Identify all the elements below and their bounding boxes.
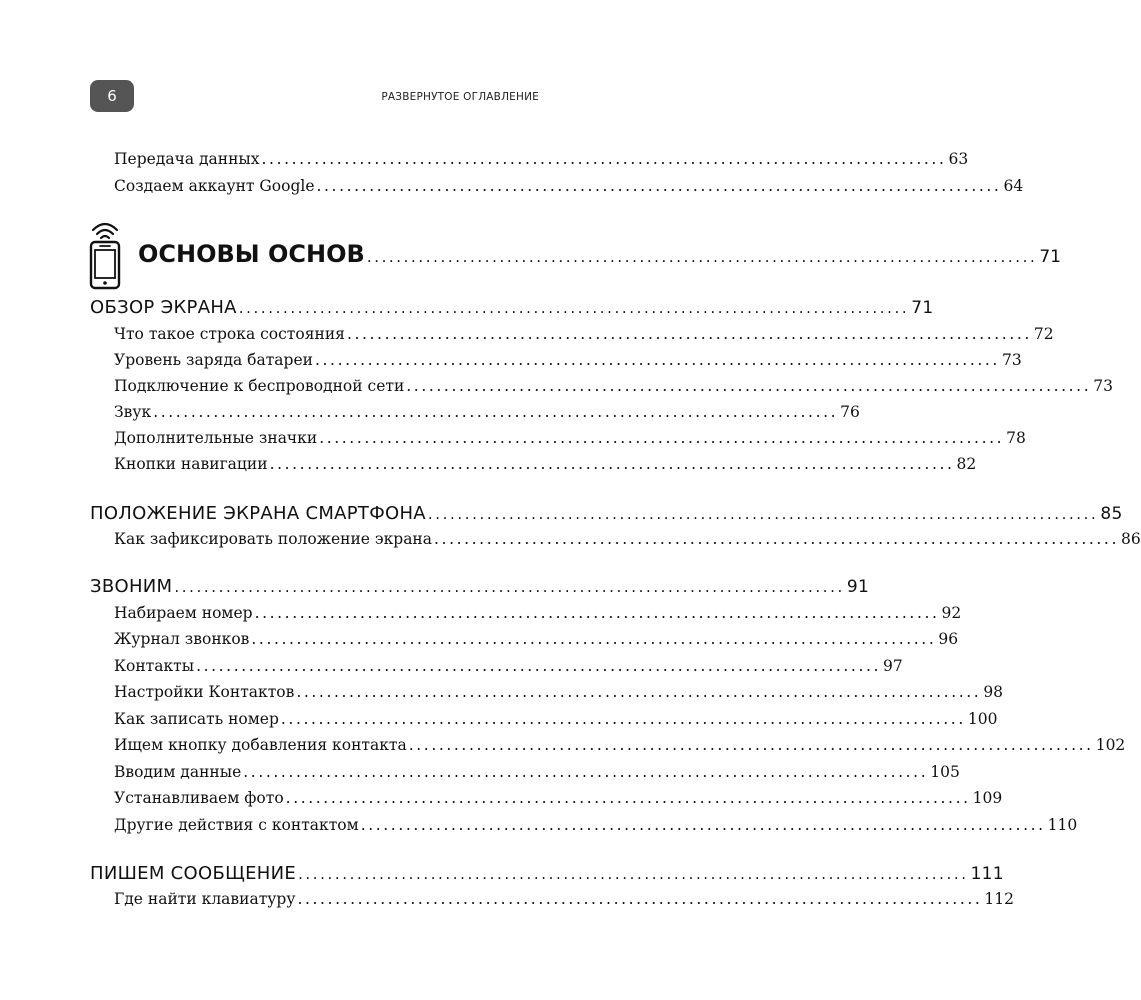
toc-entry <box>114 177 1024 195</box>
toc-entry <box>114 429 1026 447</box>
page-number: 6 <box>107 87 117 105</box>
entry-label: Уровень заряда батареи <box>114 351 313 369</box>
leader-dots: ........................................................................................... <box>406 377 1092 395</box>
toc-entry <box>114 351 1022 369</box>
entry-label: Кнопки навигации <box>114 455 268 473</box>
section-heading <box>90 503 1123 524</box>
toc-entry <box>114 890 1015 908</box>
entry-page: 72 <box>1033 325 1054 343</box>
leader-dots: ........................................................................................... <box>298 865 969 883</box>
entry-label: Другие действия с контактом <box>114 816 359 834</box>
toc-entry <box>114 683 1004 701</box>
entry-label: Настройки Контактов <box>114 683 295 701</box>
entry-label: Дополнительные значки <box>114 429 318 447</box>
section-title: ЗВОНИМ <box>90 576 173 597</box>
leader-dots: ........................................................................................... <box>243 763 929 781</box>
entry-label: Подключение к беспроводной сети <box>114 377 405 395</box>
entry-label: Ищем кнопку добавления контакта <box>114 736 407 754</box>
entry-page: 73 <box>1093 377 1113 395</box>
entry-page: 110 <box>1047 816 1078 834</box>
toc-entry <box>114 403 860 421</box>
entry-page: 100 <box>967 710 998 728</box>
toc-entry <box>114 710 998 728</box>
leader-dots: ........................................................................................... <box>174 578 845 596</box>
toc-entry <box>114 530 1141 548</box>
toc-entry <box>114 150 969 168</box>
entry-page: 112 <box>984 890 1015 908</box>
chapter-page: 71 <box>1039 247 1061 267</box>
toc-entry <box>114 630 959 648</box>
entry-page: 109 <box>972 789 1003 807</box>
chapter-title: ОСНОВЫ ОСНОВ <box>138 240 365 268</box>
toc-entry <box>114 377 1113 395</box>
section-page: 111 <box>970 864 1004 884</box>
entry-label: Где найти клавиатуру <box>114 890 296 908</box>
leader-dots: ........................................................................................... <box>319 429 1005 447</box>
entry-label: Создаем аккаунт Google <box>114 177 315 195</box>
entry-label: Звук <box>114 403 152 421</box>
leader-dots: ........................................................................................... <box>153 403 839 421</box>
entry-page: 97 <box>883 657 903 675</box>
entry-label: Что такое строка состояния <box>114 325 345 343</box>
running-title: РАЗВЕРНУТОЕ ОГЛАВЛЕНИЕ <box>381 91 539 103</box>
table-of-contents <box>90 0 1141 1000</box>
toc-entry <box>114 736 1126 754</box>
leader-dots: ........................................................................................... <box>296 683 982 701</box>
section-title: ПИШЕМ СООБЩЕНИЕ <box>90 863 297 884</box>
toc-entry <box>114 763 960 781</box>
toc-entry <box>114 789 1003 807</box>
section-heading <box>90 297 934 318</box>
leader-dots: ........................................................................................... <box>196 657 882 675</box>
leader-dots: ........................................................................................... <box>280 710 966 728</box>
toc-entry <box>114 325 1054 343</box>
entry-page: 73 <box>1001 351 1022 369</box>
toc-entry <box>114 816 1078 834</box>
section-page: 85 <box>1100 504 1123 524</box>
entry-page: 92 <box>941 604 962 622</box>
section-page: 91 <box>846 577 870 597</box>
entry-page: 96 <box>938 630 959 648</box>
entry-label: Набираем номер <box>114 604 253 622</box>
section-heading <box>90 576 870 597</box>
leader-dots: ........................................................................................... <box>314 351 1000 369</box>
entry-label: Контакты <box>114 657 195 675</box>
toc-entry <box>114 604 962 622</box>
leader-dots: ........................................................................................... <box>269 455 955 473</box>
leader-dots: ........................................................................................... <box>366 248 1038 266</box>
entry-page: 63 <box>948 150 969 168</box>
toc-entry <box>114 455 977 473</box>
leader-dots: ........................................................................................... <box>316 177 1002 195</box>
entry-page: 102 <box>1095 736 1126 754</box>
entry-page: 64 <box>1003 177 1024 195</box>
entry-page: 78 <box>1006 429 1026 447</box>
entry-page: 82 <box>956 455 977 473</box>
entry-label: Передача данных <box>114 150 260 168</box>
leader-dots: ........................................................................................... <box>254 604 940 622</box>
entry-page: 105 <box>930 763 960 781</box>
section-title: ПОЛОЖЕНИЕ ЭКРАНА СМАРТФОНА <box>90 503 426 524</box>
entry-label: Как записать номер <box>114 710 279 728</box>
leader-dots: ........................................................................................... <box>360 816 1046 834</box>
entry-label: Вводим данные <box>114 763 242 781</box>
entry-page: 98 <box>983 683 1004 701</box>
leader-dots: ........................................................................................... <box>297 890 983 908</box>
leader-dots: ........................................................................................... <box>238 299 910 317</box>
leader-dots: ........................................................................................... <box>408 736 1094 754</box>
leader-dots: ........................................................................................... <box>427 505 1099 523</box>
leader-dots: ........................................................................................... <box>251 630 937 648</box>
entry-page: 76 <box>840 403 860 421</box>
section-heading <box>90 863 1004 884</box>
entry-label: Журнал звонков <box>114 630 250 648</box>
section-title: ОБЗОР ЭКРАНА <box>90 297 237 318</box>
entry-page: 86 <box>1120 530 1141 548</box>
leader-dots: ........................................................................................... <box>346 325 1032 343</box>
entry-label: Как зафиксировать положение экрана <box>114 530 433 548</box>
leader-dots: ........................................................................................... <box>261 150 947 168</box>
leader-dots: ........................................................................................... <box>434 530 1119 548</box>
section-page: 71 <box>911 298 934 318</box>
leader-dots: ........................................................................................... <box>285 789 971 807</box>
toc-entry <box>114 657 903 675</box>
entry-label: Устанавливаем фото <box>114 789 284 807</box>
